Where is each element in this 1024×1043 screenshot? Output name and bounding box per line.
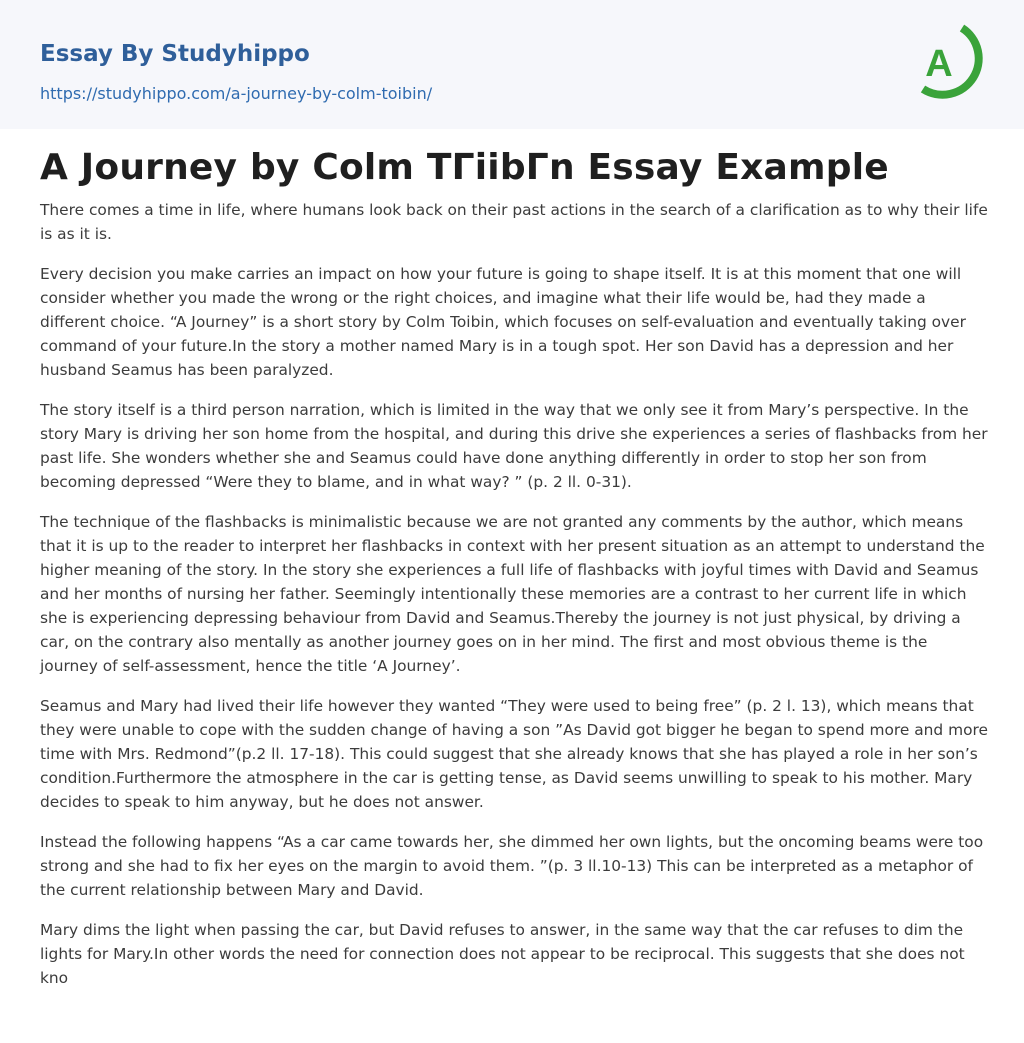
- article-body: [40, 198, 990, 990]
- paragraph: Every decision you make carries an impact on how your future is going to shape itself. It is at this moment that one will consider whether you made the wrong or the right choices, and imagine what their life would be, had they made a different choice. “A Journey” is a short story by Colm Toibin, which focuses on self-evaluation and eventually taking over command of your future.In the story a mother named Mary is in a tough spot. Her son David has a depression and her husband Seamus has been paralyzed.: [40, 265, 966, 379]
- paragraph: Seamus and Mary had lived their life however they wanted “They were used to being free” (p. 2 l. 13), which means that they were unable to cope with the sudden change of having a son ”As David got bigger he began to spend more and more time with Mrs. Redmond”(p.2 ll. 17-18). This could suggest that she already knows that she has played a role in her son’s condition.Furthermore the atmosphere in the car is getting tense, as David seems unwilling to speak to his mother. Mary decides to speak to him anyway, but he does not answer.: [40, 697, 988, 811]
- page-url-link[interactable]: https://studyhippo.com/a-journey-by-colm-toibin/: [40, 84, 433, 103]
- article: [40, 144, 990, 1006]
- paragraph: There comes a time in life, where humans look back on their past actions in the search of a clarification as to why their life is as it is.: [40, 201, 988, 243]
- site-brand[interactable]: Essay By Studyhippo: [40, 41, 310, 67]
- paragraph: The story itself is a third person narration, which is limited in the way that we only see it from Mary’s perspective. In the story Mary is driving her son home from the hospital, and during this drive she experiences a series of flashbacks from her past life. She wonders whether she and Seamus could have done anything differently in order to stop her son from becoming depressed “Were they to blame, and in what way? ” (p. 2 ll. 0-31).: [40, 401, 988, 491]
- site-header: [0, 0, 1024, 129]
- studyhippo-logo-icon[interactable]: [912, 19, 986, 105]
- paragraph: The technique of the flashbacks is minimalistic because we are not granted any comments by the author, which means that it is up to the reader to interpret her flashbacks in context with her present situation as an attempt to understand the higher meaning of the story. In the story she experiences a full life of flashbacks with joyful times with David and Seamus and her months of nursing her father. Seemingly intentionally these memories are a contrast to her current life in which she is experiencing depressing behaviour from David and Seamus.Thereby the journey is not just physical, by driving a car, on the contrary also mentally as another journey goes on in her mind. The first and most obvious theme is the journey of self-assessment, hence the title ‘A Journey’.: [40, 513, 985, 675]
- article-title: A Journey by Colm TГіibГn Essay Example: [40, 147, 889, 188]
- paragraph: Mary dims the light when passing the car, but David refuses to answer, in the same way that the car refuses to dim the lights for Mary.In other words the need for connection does not appear to be reciprocal. This suggests that she does not kno: [40, 921, 965, 987]
- logo-letter: A: [925, 43, 953, 85]
- paragraph: Instead the following happens “As a car came towards her, she dimmed her own lights, but the oncoming beams were too strong and she had to fix her eyes on the margin to avoid them. ”(p. 3 ll.10-13) This can be interpreted as a metaphor of the current relationship between Mary and David.: [40, 833, 984, 899]
